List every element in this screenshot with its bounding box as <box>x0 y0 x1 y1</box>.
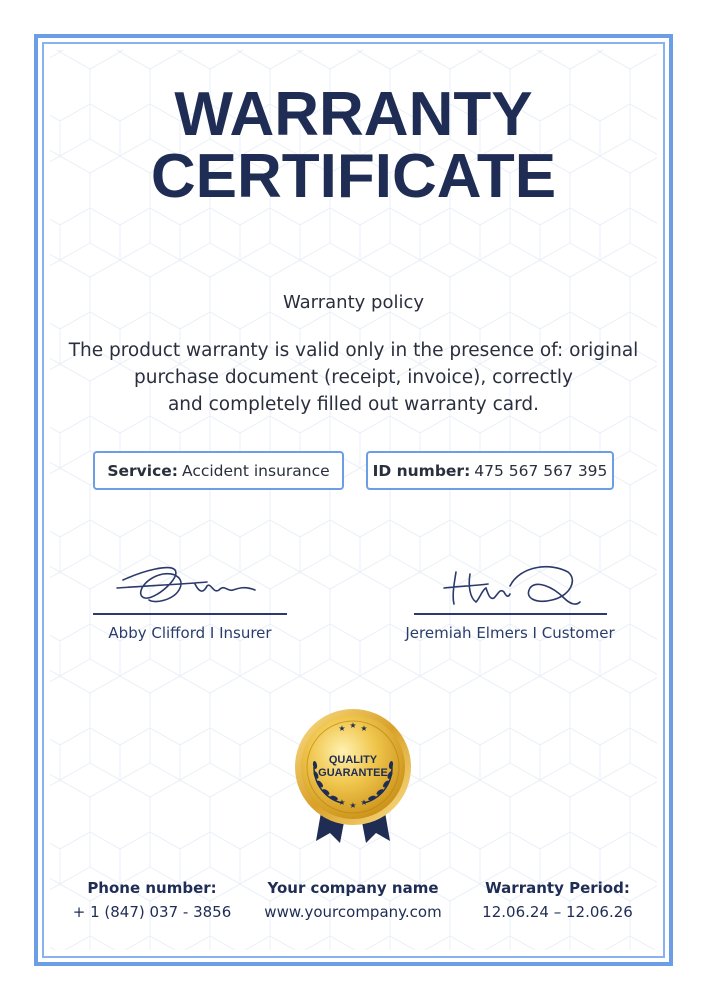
customer-name: Jeremiah Elmers I Customer <box>405 624 615 642</box>
quality-guarantee-seal <box>290 705 416 847</box>
id-number-box <box>366 451 614 490</box>
svg-text:★: ★ <box>349 721 357 730</box>
policy-body-line3: and completely filled out warranty card. <box>167 394 540 415</box>
company-website: www.yourcompany.com <box>264 903 442 921</box>
certificate-title-line2: CERTIFICATE <box>150 142 557 211</box>
insurer-signature <box>115 560 265 615</box>
phone-value: + 1 (847) 037 - 3856 <box>72 903 232 921</box>
id-number-value: 475 567 567 395 <box>474 461 608 480</box>
service-label: Service: <box>107 461 178 480</box>
policy-body <box>60 337 647 418</box>
svg-text:★: ★ <box>349 801 357 810</box>
policy-body-line1: The product warranty is valid only in the presence of: original <box>68 340 639 361</box>
svg-text:★: ★ <box>360 798 368 807</box>
warranty-period-label: Warranty Period: <box>485 879 630 897</box>
svg-text:★: ★ <box>338 724 346 733</box>
service-box <box>93 451 344 490</box>
svg-text:★: ★ <box>360 724 368 733</box>
phone-label: Phone number: <box>87 879 217 897</box>
customer-signature <box>440 558 590 613</box>
seal-text-line1: QUALITY <box>328 754 378 766</box>
policy-heading: Warranty policy <box>282 292 425 313</box>
customer-signature-line <box>414 613 607 615</box>
service-value: Accident insurance <box>181 461 330 480</box>
svg-text:★: ★ <box>338 798 346 807</box>
warranty-period-value: 12.06.24 – 12.06.26 <box>482 903 633 921</box>
certificate-title-line1: WARRANTY <box>174 80 533 149</box>
id-number-label: ID number: <box>372 461 471 480</box>
insurer-signature-line <box>93 613 287 615</box>
company-name-label: Your company name <box>267 879 439 897</box>
insurer-name: Abby Clifford I Insurer <box>108 624 272 642</box>
policy-body-line2: purchase document (receipt, invoice), correctly <box>134 367 573 388</box>
seal-text-line2: GUARANTEE <box>318 767 388 779</box>
